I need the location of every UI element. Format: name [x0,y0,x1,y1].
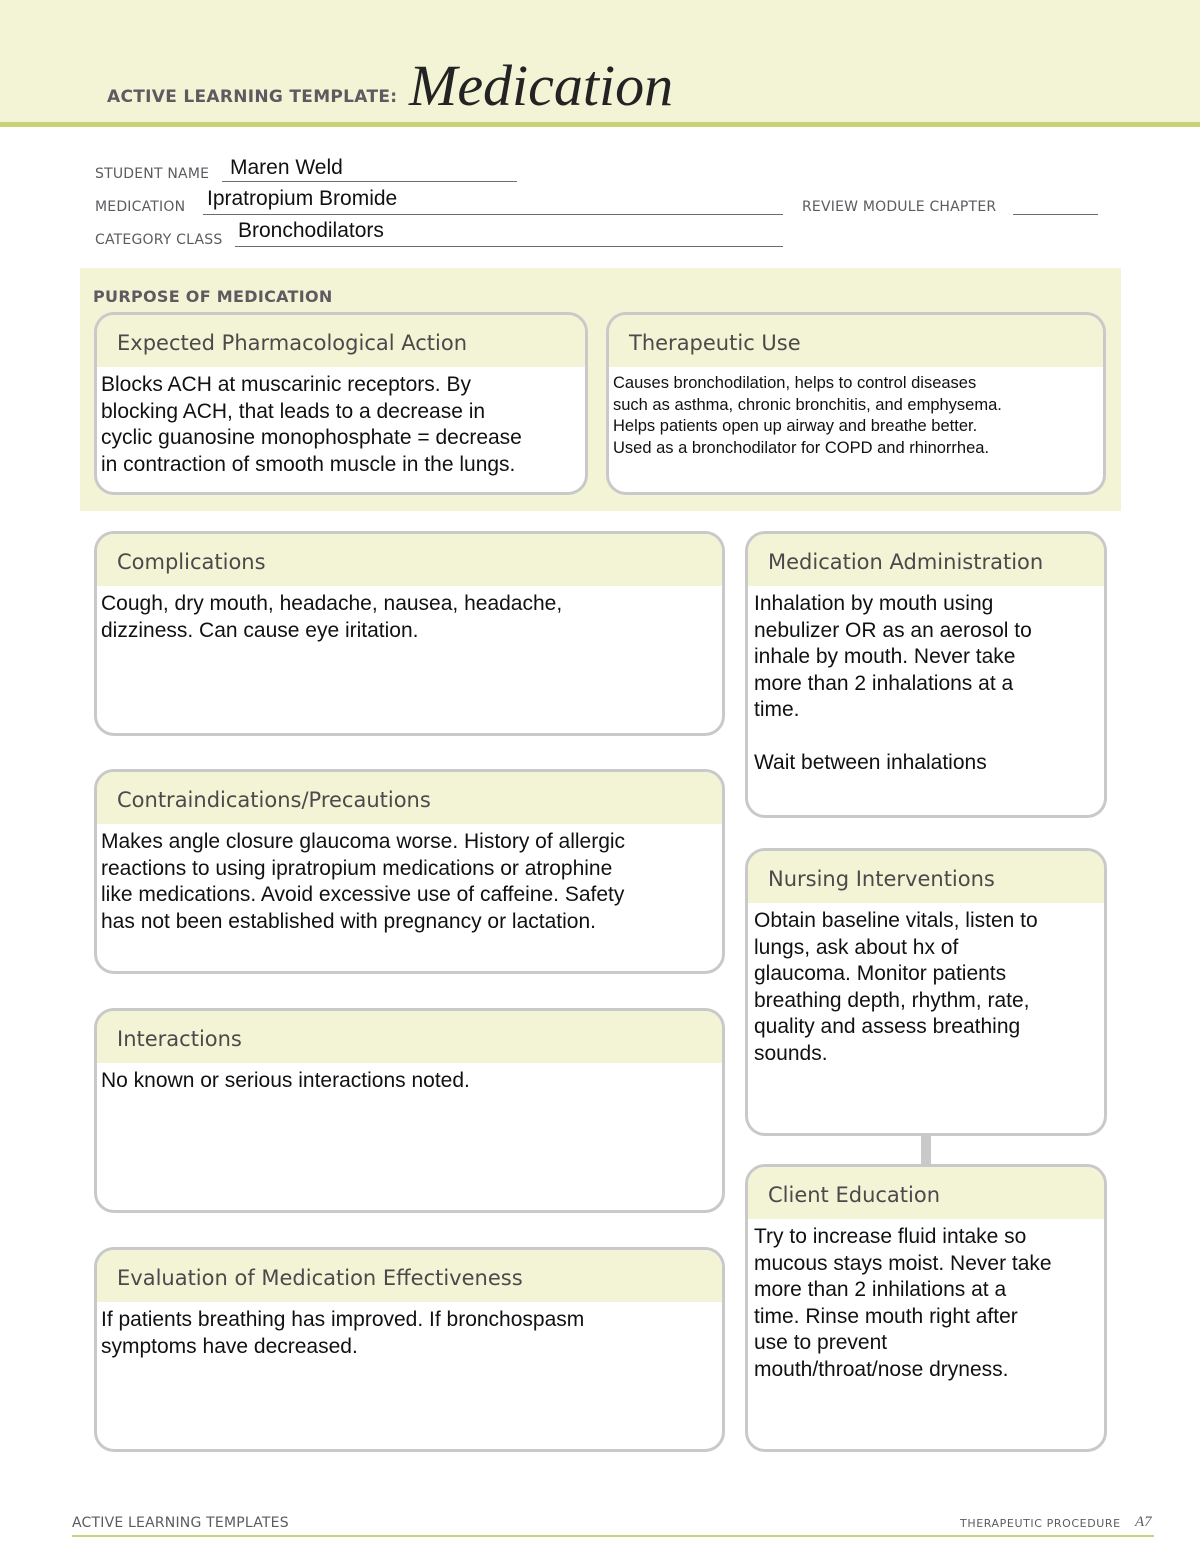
interactions-text: No known or serious interactions noted. [101,1069,470,1092]
box-connector [921,1136,931,1166]
complications-text: Cough, dry mouth, headache, nausea, headache, dizziness. Can cause eye iritation. [101,592,563,642]
purpose-title: PURPOSE OF MEDICATION [93,287,333,306]
administration-box [745,531,1107,818]
student-name-value: Maren Weld [230,156,343,179]
header-divider [0,122,1200,127]
administration-title: Medication Administration [748,534,1104,586]
template-label: ACTIVE LEARNING TEMPLATE: [107,87,398,107]
footer-page-number: A7 [1135,1514,1152,1530]
nursing-interventions-title: Nursing Interventions [748,851,1104,903]
page-title: Medication [409,53,674,118]
nursing-interventions-box [745,848,1107,1136]
category-class-line [235,246,783,247]
footer-left-text: ACTIVE LEARNING TEMPLATES [72,1515,289,1531]
evaluation-box [94,1247,725,1452]
contraindications-text: Makes angle closure glaucoma worse. History of allergic reactions to using ipratropium medications or atrophine like medications. Avoid excessive use of caffeine. Safety has not been established with pregnancy or lactation. [101,830,626,933]
expected-action-title: Expected Pharmacological Action [97,315,585,367]
student-name-line [222,181,517,182]
therapeutic-use-text: Causes bronchodilation, helps to control diseases such as asthma, chronic bronchitis, and emphysema. Helps patients open up airway and breathe better. Used as a bronchodilator for COPD and rhinorrhea. [613,374,1002,457]
student-name-label: STUDENT NAME [95,166,210,182]
client-education-box [745,1164,1107,1452]
medication-label: MEDICATION [95,199,186,215]
administration-text: Inhalation by mouth using nebulizer OR as an aerosol to inhale by mouth. Never take more than 2 inhalations at a time. Wait between inhalations [754,592,1032,774]
review-module-line [1013,214,1098,215]
review-module-label: REVIEW MODULE CHAPTER [802,199,997,215]
interactions-title: Interactions [97,1011,722,1063]
medication-line [203,214,783,215]
expected-action-text: Blocks ACH at muscarinic receptors. By blocking ACH, that leads to a decrease in cyclic guanosine monophosphate = decrease in contraction of smooth muscle in the lungs. [101,373,522,476]
category-class-value: Bronchodilators [238,219,384,242]
contraindications-box [94,769,725,974]
evaluation-title: Evaluation of Medication Effectiveness [97,1250,722,1302]
client-education-title: Client Education [748,1167,1104,1219]
category-class-label: CATEGORY CLASS [95,232,223,248]
therapeutic-use-box [606,312,1106,495]
complications-title: Complications [97,534,722,586]
nursing-interventions-text: Obtain baseline vitals, listen to lungs, ask about hx of glaucoma. Monitor patients breathing depth, rhythm, rate, quality and assess breathing sounds. [754,909,1038,1065]
medication-value: Ipratropium Bromide [207,187,398,210]
expected-action-box [94,312,588,495]
footer-right-text: THERAPEUTIC PROCEDURE [960,1517,1121,1530]
contraindications-title: Contraindications/Precautions [97,772,722,824]
complications-box [94,531,725,736]
therapeutic-use-title: Therapeutic Use [609,315,1103,367]
client-education-text: Try to increase fluid intake so mucous stays moist. Never take more than 2 inhilations at a time. Rinse mouth right after use to prevent mouth/throat/nose dryness. [754,1225,1052,1381]
footer-divider [72,1535,1154,1537]
evaluation-text: If patients breathing has improved. If bronchospasm symptoms have decreased. [101,1308,585,1358]
interactions-box [94,1008,725,1213]
